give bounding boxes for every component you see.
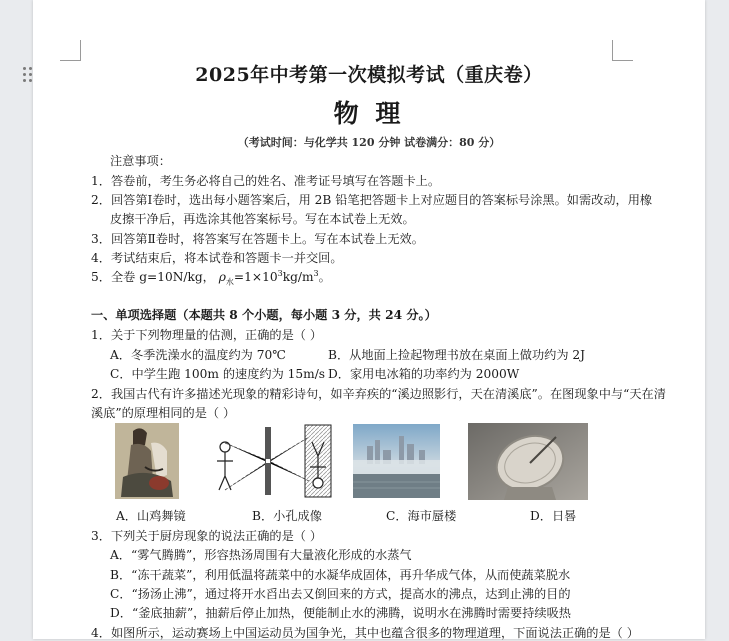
q3-option-b: B．“冻干蔬菜”，利用低温将蔬菜中的水凝华成固体，再升华成气体，从而使蔬菜脱水 xyxy=(110,568,571,582)
figure-d-caption: D．日晷 xyxy=(530,509,577,523)
page-corner-mark-left xyxy=(60,40,81,61)
density-unit: kg/m xyxy=(282,270,314,284)
density-value: =1×10 xyxy=(233,270,278,284)
section-1-heading: 一、单项选择题（本题共 8 个小题，每小题 3 分，共 24 分。） xyxy=(91,308,437,322)
figure-b-pinhole-diagram xyxy=(207,423,333,499)
rho-symbol: ρ xyxy=(218,270,226,284)
note-item-5-end: 。 xyxy=(318,270,331,284)
exam-title: 2025年中考第一次模拟考试（重庆卷） xyxy=(195,64,543,86)
figure-c-mirage-photo xyxy=(353,424,440,498)
note-item-2-cont: 皮擦干净后，再选涂其他答案标号。写在本试卷上无效。 xyxy=(110,212,415,226)
q2-stem-line2: 溪底”的原理相同的是（ ） xyxy=(91,406,236,420)
q3-option-d: D．“釜底抽薪”，抽薪后停止加热，便能制止水的沸腾，说明水在沸腾时需要持续吸热 xyxy=(110,606,571,620)
note-item-1: 1．答卷前，考生务必将自己的姓名、准考证号填写在答题卡上。 xyxy=(91,174,441,188)
figure-a-painting xyxy=(115,423,179,499)
drag-handle-icon[interactable] xyxy=(23,67,33,83)
note-item-5-prefix: 5．全卷 g=10N/kg， xyxy=(91,270,219,284)
q1-stem: 1．关于下列物理量的估测，正确的是（ ） xyxy=(91,328,323,342)
figure-c-caption: C．海市蜃楼 xyxy=(386,509,457,523)
exam-info: （考试时间：与化学共 120 分钟 试卷满分：80 分） xyxy=(237,136,501,149)
density-unit-exponent: 3 xyxy=(313,268,319,278)
note-item-4: 4．考试结束后，将本试卷和答题卡一并交回。 xyxy=(91,251,343,265)
q3-stem: 3．下列关于厨房现象的说法正确的是（ ） xyxy=(91,529,323,543)
figure-a-caption: A．山鸡舞镜 xyxy=(116,509,186,523)
q3-option-a: A．“雾气腾腾”，形容热汤周围有大量液化形成的水蒸气 xyxy=(110,548,412,562)
q2-stem-line1: 2．我国古代有许多描述光现象的精彩诗句，如辛弃疾的“溪边照影行，天在清溪底”。在图现象中与“天在清 xyxy=(91,387,666,401)
note-item-2: 2．回答第Ⅰ卷时，选出每小题答案后，用 2B 铅笔把答题卡上对应题目的答案标号涂黑。如需改动，用橡 xyxy=(91,193,653,207)
q3-option-c: C．“扬汤止沸”，通过将开水舀出去又倒回来的方式，提高水的沸点，达到止沸的目的 xyxy=(110,587,571,601)
rho-subscript: 水 xyxy=(225,277,234,287)
figure-b-caption: B．小孔成像 xyxy=(252,509,322,523)
density-exponent: 3 xyxy=(277,268,283,278)
q1-option-d: D．家用电冰箱的功率约为 2000W xyxy=(328,367,520,381)
notes-heading: 注意事项： xyxy=(110,154,171,168)
q1-option-b: B．从地面上捡起物理书放在桌面上做功约为 2J xyxy=(328,348,586,362)
q1-option-c: C．中学生跑 100m 的速度约为 15m/s xyxy=(110,367,326,381)
page-corner-mark-right xyxy=(612,40,633,61)
figure-d-sundial-photo xyxy=(468,423,588,500)
subject-title: 物 理 xyxy=(333,99,405,128)
q1-option-a: A．冬季洗澡水的温度约为 70℃ xyxy=(110,348,286,362)
note-item-5 xyxy=(91,268,331,285)
q4-stem: 4．如图所示，运动赛场上中国运动员为国争光，其中也蕴含很多的物理道理，下面说法正确的是（ ） xyxy=(91,626,639,640)
note-item-3: 3．回答第Ⅱ卷时，将答案写在答题卡上。写在本试卷上无效。 xyxy=(91,232,424,246)
